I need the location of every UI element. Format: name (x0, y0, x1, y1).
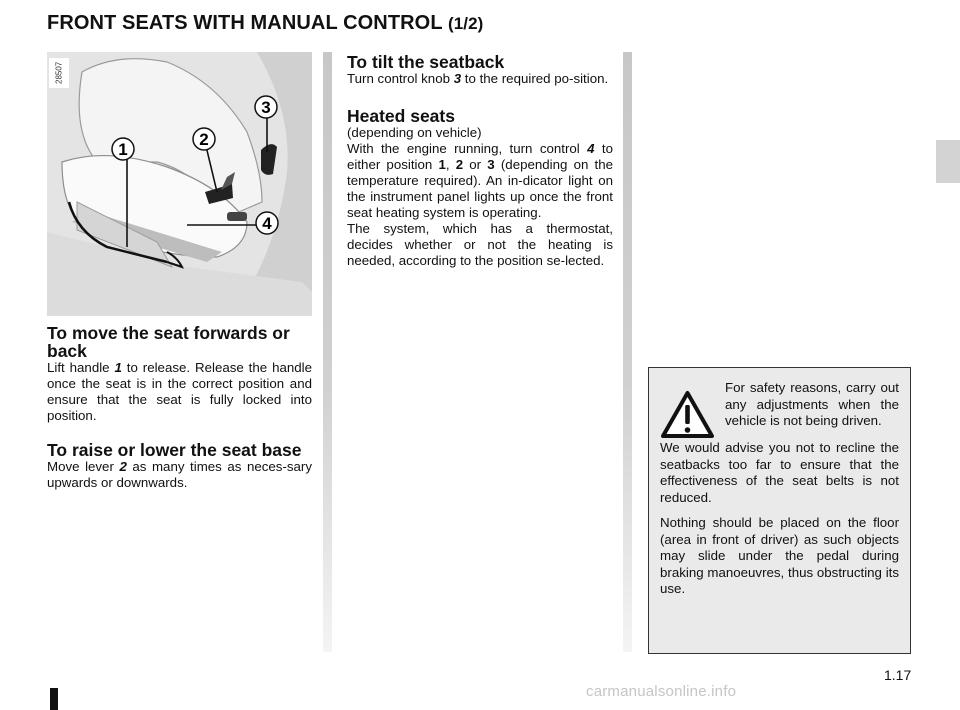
callout-2 (193, 128, 215, 150)
callout-3-label: 3 (261, 98, 271, 117)
section-body: The system, which has a thermostat, decides whether or not the heating is needed, according to the position se-lected. (347, 221, 613, 268)
text-run: or (463, 157, 488, 172)
watermark: carmanualsonline.info (586, 683, 737, 700)
warning-text: For safety reasons, carry out any adjustments when the vehicle is not being driven. (725, 380, 899, 428)
text-run: to either position (347, 141, 613, 172)
callout-3 (255, 96, 277, 118)
middle-column (347, 53, 613, 269)
chapter-tab (936, 140, 960, 183)
section-heading: Heated seats (347, 106, 455, 126)
section-heading: To raise or lower the seat base (47, 440, 302, 460)
ref-number: 3 (487, 157, 495, 172)
page-number: 1.17 (884, 667, 912, 683)
section-note: (depending on vehicle) (347, 125, 482, 140)
warning-triangle-icon (660, 390, 715, 440)
page-title (47, 12, 483, 35)
text-run: (depending on the temperature required). An in-dicator light on the instrument panel lights up once the front seat heating system is operating. (347, 157, 614, 220)
text-run: Move lever (47, 459, 120, 474)
text-run: Turn control knob (347, 71, 454, 86)
callout-2-label: 2 (199, 130, 209, 149)
text-run: as many times as neces-sary upwards or downwards. (47, 459, 312, 490)
ref-number: 1 (438, 157, 446, 172)
warning-text: We would advise you not to recline the seatbacks too far to ensure that the effectiveness of the seat belts is not reduced. (660, 440, 899, 505)
text-run: With the engine running, turn control (347, 141, 588, 156)
section-heading: To tilt the seatback (347, 52, 505, 72)
page-title-text: FRONT SEATS WITH MANUAL CONTROL (47, 12, 443, 34)
callout-4 (256, 212, 278, 234)
column-divider (623, 52, 632, 652)
corner-mark (50, 688, 58, 710)
text-run: , (445, 157, 456, 172)
ref-number: 2 (119, 459, 127, 474)
ref-number: 2 (455, 157, 464, 172)
figure-code: 28507 (49, 58, 69, 88)
callout-4-label: 4 (262, 214, 272, 233)
section-body (347, 141, 613, 221)
ref-number: 3 (453, 71, 462, 86)
callout-1 (112, 138, 134, 160)
ref-number: 1 (114, 360, 122, 375)
seat-illustration (47, 52, 312, 316)
left-column (47, 324, 312, 491)
column-divider (323, 52, 332, 652)
seat-drawing (47, 52, 312, 316)
warning-box (648, 367, 911, 654)
section-body (47, 459, 312, 491)
section-body (47, 360, 312, 424)
section-body (347, 71, 613, 87)
text-run: Lift handle (47, 360, 115, 375)
callout-1-label: 1 (118, 140, 128, 159)
section-heading: To move the seat forwards or back (47, 323, 290, 361)
page-title-part: (1/2) (447, 14, 484, 33)
text-run: to release. Release the handle once the seat is in the correct position and ensure that the seat is fully locked into position. (47, 360, 312, 423)
warning-text: Nothing should be placed on the floor (area in front of driver) as such objects may slide under the pedal during braking manoeuvres, thus obstructing its use. (660, 515, 899, 596)
text-run: to the required po-sition. (461, 71, 609, 86)
ref-number: 4 (587, 141, 595, 156)
